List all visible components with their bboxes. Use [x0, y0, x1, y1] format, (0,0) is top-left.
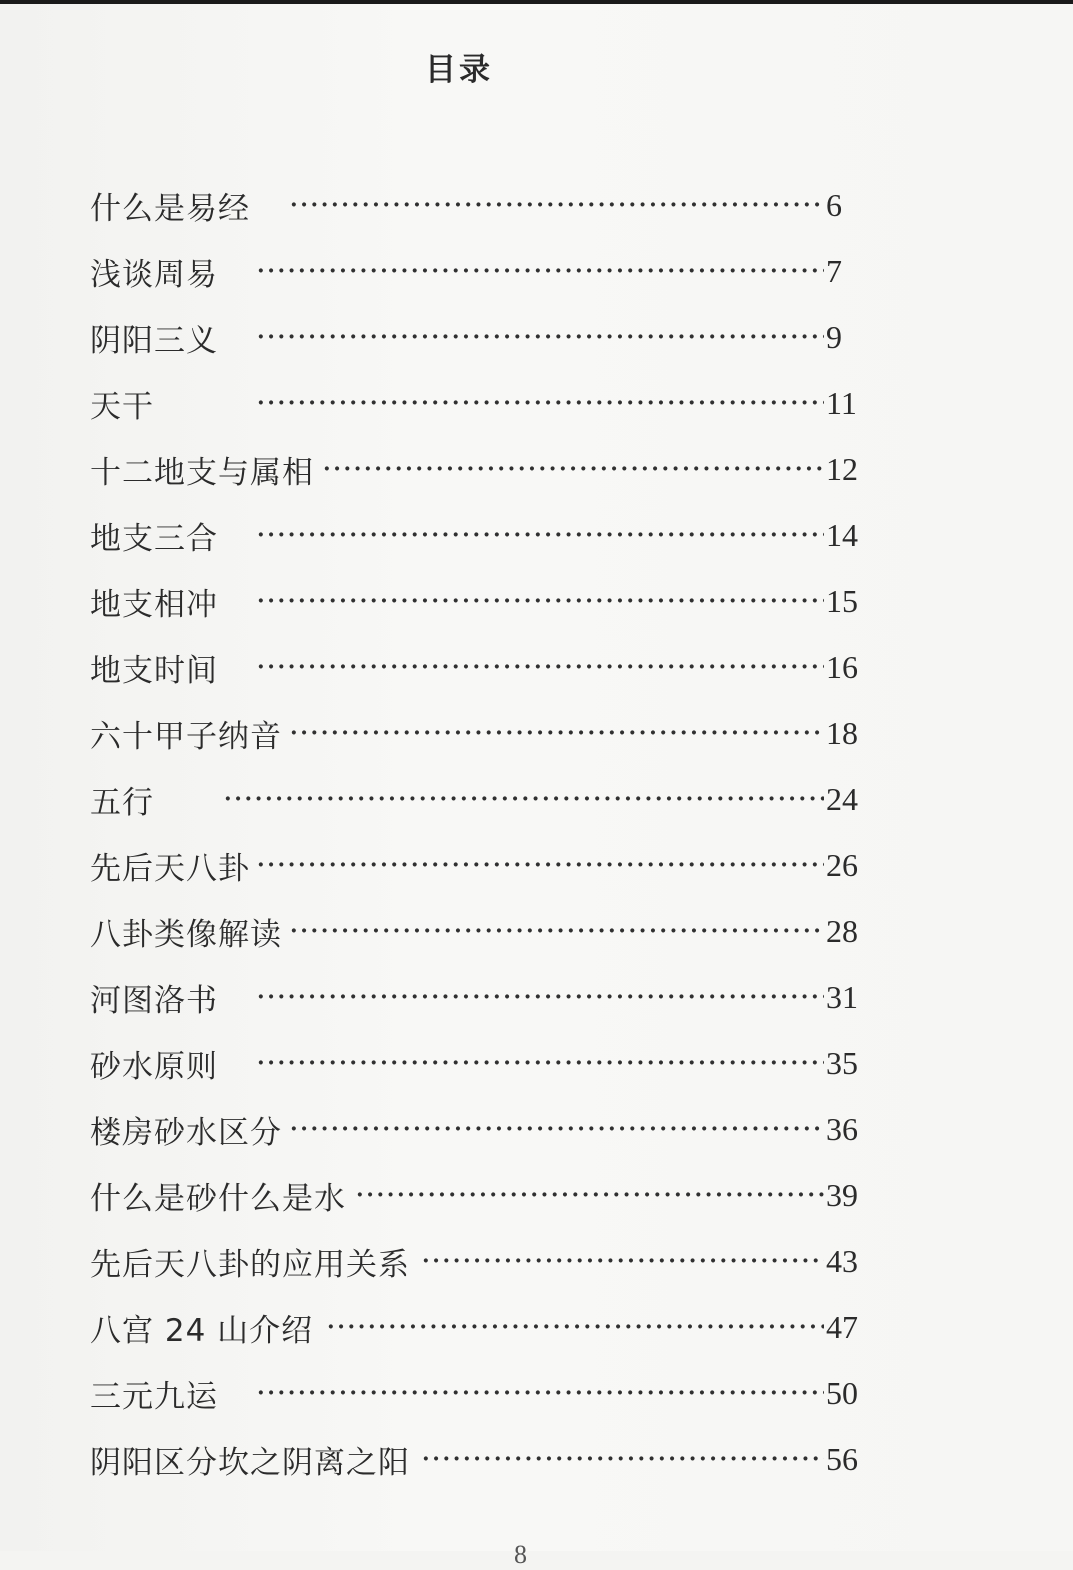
toc-entry-title: 三元九运	[90, 1378, 218, 1415]
toc-entry	[90, 898, 880, 964]
toc-entry	[90, 370, 880, 436]
toc-entry-title: 地支时间	[90, 652, 218, 689]
toc-dot-leader	[257, 238, 824, 304]
toc-entry-page-number: 39	[826, 1177, 858, 1213]
toc-entry	[90, 964, 880, 1030]
document-page	[0, 4, 1073, 1569]
toc-entry	[90, 568, 880, 634]
toc-entry-page-number: 18	[826, 715, 858, 751]
toc-entry	[90, 766, 880, 832]
table-of-contents	[90, 172, 880, 1492]
toc-entry-title: 地支三合	[90, 520, 218, 557]
toc-entry-page-number: 35	[826, 1045, 858, 1081]
toc-dot-leader	[290, 1096, 824, 1162]
toc-entry-title: 十二地支与属相	[90, 454, 314, 491]
toc-entry-title: 六十甲子纳音	[90, 718, 282, 755]
toc-entry	[90, 1228, 880, 1294]
toc-dot-leader	[356, 1162, 824, 1228]
toc-entry-title: 天干	[90, 388, 154, 425]
toc-dot-leader	[327, 1294, 824, 1360]
toc-dot-leader	[257, 370, 824, 436]
toc-entry-title: 先后天八卦的应用关系	[90, 1246, 410, 1283]
toc-entry-title: 楼房砂水区分	[90, 1114, 282, 1151]
toc-dot-leader	[257, 634, 824, 700]
toc-entry	[90, 1294, 880, 1360]
toc-dot-leader	[224, 766, 824, 832]
toc-entry-page-number: 7	[826, 253, 842, 289]
toc-entry	[90, 1426, 880, 1492]
toc-entry-title: 八卦类像解读	[90, 916, 282, 953]
toc-entry-page-number: 15	[826, 583, 858, 619]
toc-entry-page-number: 36	[826, 1111, 858, 1147]
toc-entry-page-number: 14	[826, 517, 858, 553]
toc-dot-leader	[257, 832, 824, 898]
toc-entry-page-number: 11	[826, 385, 857, 421]
toc-entry-title: 先后天八卦	[90, 850, 250, 887]
page-title: 目录	[425, 52, 493, 88]
toc-dot-leader	[257, 964, 824, 1030]
toc-entry	[90, 172, 880, 238]
toc-entry-title: 河图洛书	[90, 982, 218, 1019]
toc-entry-title: 阴阳三义	[90, 322, 218, 359]
toc-entry-title: 浅谈周易	[90, 256, 218, 293]
toc-entry-page-number: 56	[826, 1441, 858, 1477]
toc-entry	[90, 1162, 880, 1228]
toc-dot-leader	[257, 304, 824, 370]
toc-entry-page-number: 6	[826, 187, 842, 223]
toc-dot-leader	[257, 502, 824, 568]
toc-entry	[90, 238, 880, 304]
toc-dot-leader	[422, 1426, 824, 1492]
page-number: 8	[514, 1540, 527, 1569]
toc-dot-leader	[290, 898, 824, 964]
toc-entry-title: 八宫 24 山介绍	[90, 1312, 314, 1349]
toc-entry	[90, 700, 880, 766]
toc-entry-page-number: 16	[826, 649, 858, 685]
toc-entry-page-number: 31	[826, 979, 858, 1015]
toc-entry-page-number: 12	[826, 451, 858, 487]
toc-entry	[90, 634, 880, 700]
toc-entry-page-number: 47	[826, 1309, 858, 1345]
toc-dot-leader	[290, 172, 824, 238]
toc-entry-page-number: 43	[826, 1243, 858, 1279]
toc-entry	[90, 1030, 880, 1096]
toc-entry-page-number: 9	[826, 319, 842, 355]
toc-entry-title: 地支相冲	[90, 586, 218, 623]
toc-dot-leader	[257, 568, 824, 634]
toc-entry-title: 什么是砂什么是水	[90, 1180, 346, 1217]
toc-entry	[90, 436, 880, 502]
toc-entry	[90, 1096, 880, 1162]
toc-entry	[90, 304, 880, 370]
toc-dot-leader	[422, 1228, 824, 1294]
toc-entry-page-number: 26	[826, 847, 858, 883]
toc-entry-title: 砂水原则	[90, 1048, 218, 1085]
toc-entry-title: 阴阳区分坎之阴离之阳	[90, 1444, 410, 1481]
toc-entry-page-number: 28	[826, 913, 858, 949]
toc-entry-page-number: 50	[826, 1375, 858, 1411]
toc-entry-page-number: 24	[826, 781, 858, 817]
toc-dot-leader	[257, 1360, 824, 1426]
toc-entry-title: 五行	[90, 784, 154, 821]
toc-dot-leader	[257, 1030, 824, 1096]
toc-entry	[90, 502, 880, 568]
toc-entry	[90, 832, 880, 898]
toc-dot-leader	[323, 436, 824, 502]
toc-dot-leader	[290, 700, 824, 766]
toc-entry	[90, 1360, 880, 1426]
toc-entry-title: 什么是易经	[90, 190, 250, 227]
